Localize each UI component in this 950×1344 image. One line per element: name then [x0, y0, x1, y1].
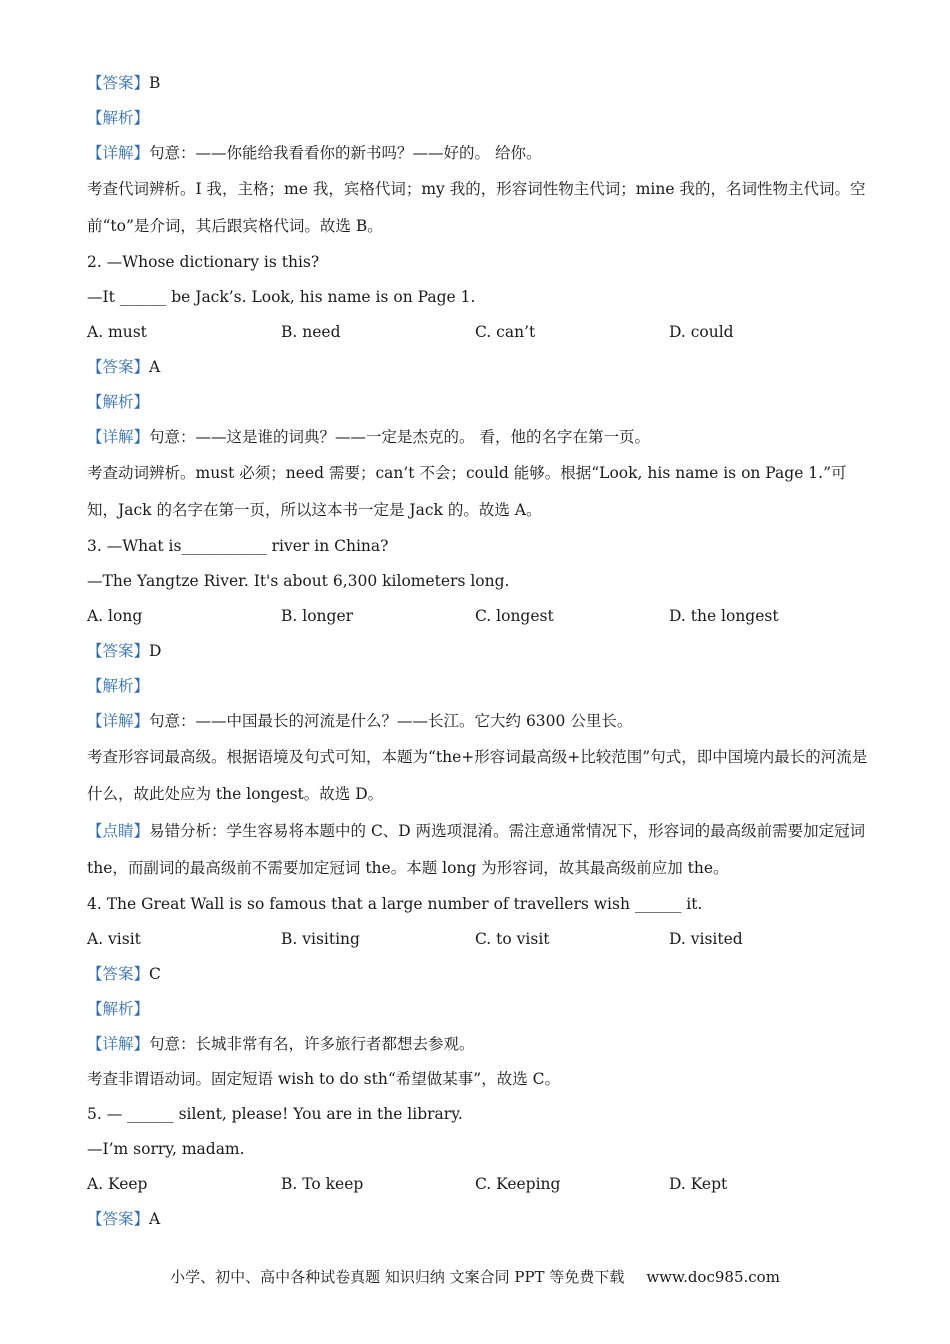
line-text: 5. — ______ silent, please! You are in the library. — [87, 1105, 463, 1123]
line-text: —The Yangtze River. It's about 6,300 kilometers long. — [87, 572, 510, 590]
option-item: D. the longest — [669, 607, 779, 625]
line-text: 易错分析：学生容易将本题中的 C、D 两选项混淆。需注意通常情况下，形容词的最高级前需要加定冠词 the，而副词的最高级前不需要加定冠词 the。本题 long 为形容词，故其最高级前应加 the。 — [87, 822, 866, 877]
option-item: B. visiting — [281, 930, 360, 948]
line-text: —I’m sorry, madam. — [87, 1140, 245, 1158]
option-item: C. to visit — [475, 930, 550, 948]
tagged-line — [87, 136, 877, 171]
page-footer — [0, 1266, 950, 1287]
line-text: 2. —Whose dictionary is this? — [87, 253, 320, 271]
line-text: B — [149, 74, 161, 92]
tagged-line — [87, 101, 877, 136]
text-line — [87, 171, 877, 245]
section-tag: 【答案】 — [87, 965, 150, 983]
tagged-line — [87, 385, 877, 420]
tagged-line — [87, 992, 877, 1027]
tagged-line — [87, 813, 877, 887]
tagged-line — [87, 420, 877, 455]
section-tag: 【详解】 — [87, 1035, 150, 1053]
section-tag: 【解析】 — [87, 677, 150, 695]
tagged-line — [87, 1202, 877, 1237]
option-item: A. Keep — [87, 1175, 148, 1193]
line-text: A — [149, 358, 161, 376]
section-tag: 【点睛】 — [87, 822, 150, 840]
line-text: 3. —What is___________ river in China? — [87, 537, 389, 555]
tagged-line — [87, 1027, 877, 1062]
options-row — [87, 599, 877, 634]
section-tag: 【详解】 — [87, 144, 150, 162]
text-line — [87, 887, 877, 922]
section-tag: 【答案】 — [87, 642, 150, 660]
text-line — [87, 455, 877, 529]
line-text: 考查形容词最高级。根据语境及句式可知，本题为“the+形容词最高级+比较范围”句式，即中国境内最长的河流是什么，故此处应为 the longest。故选 D。 — [87, 748, 868, 803]
option-item: A. must — [87, 323, 147, 341]
line-text: 句意：长城非常有名，许多旅行者都想去参观。 — [149, 1035, 475, 1053]
options-row — [87, 922, 877, 957]
text-line — [87, 564, 877, 599]
options-row — [87, 1167, 877, 1202]
tagged-line — [87, 669, 877, 704]
option-item: B. longer — [281, 607, 354, 625]
line-text: 考查非谓语动词。固定短语 wish to do sth“希望做某事”，故选 C。 — [87, 1070, 560, 1088]
text-line — [87, 739, 877, 813]
option-item: B. need — [281, 323, 341, 341]
section-tag: 【答案】 — [87, 358, 150, 376]
footer-slogan: 小学、初中、高中各种试卷真题 知识归纳 文案合同 PPT 等免费下载 — [170, 1268, 625, 1286]
line-text: 句意：——这是谁的词典？——一定是杰克的。 看，他的名字在第一页。 — [149, 428, 650, 446]
line-text: —It ______ be Jack’s. Look, his name is on Page 1. — [87, 288, 476, 306]
text-line — [87, 1132, 877, 1167]
options-row — [87, 315, 877, 350]
text-line — [87, 280, 877, 315]
tagged-line — [87, 350, 877, 385]
text-line — [87, 1062, 877, 1097]
tagged-line — [87, 634, 877, 669]
line-text: 考查代词辨析。I 我，主格；me 我，宾格代词；my 我的，形容词性物主代词；mine 我的，名词性物主代词。空前“to”是介词，其后跟宾格代词。故选 B。 — [87, 180, 866, 235]
option-item: B. To keep — [281, 1175, 364, 1193]
section-tag: 【解析】 — [87, 1000, 150, 1018]
option-item: D. visited — [669, 930, 743, 948]
section-tag: 【详解】 — [87, 712, 150, 730]
option-item: A. long — [87, 607, 143, 625]
section-tag: 【答案】 — [87, 74, 150, 92]
section-tag: 【解析】 — [87, 393, 150, 411]
line-text: D — [149, 642, 162, 660]
line-text: 句意：——你能给我看看你的新书吗？——好的。 给你。 — [149, 144, 542, 162]
text-line — [87, 245, 877, 280]
option-item: C. longest — [475, 607, 554, 625]
section-tag: 【详解】 — [87, 428, 150, 446]
tagged-line — [87, 704, 877, 739]
option-item: C. can’t — [475, 323, 536, 341]
text-line — [87, 1097, 877, 1132]
line-text: A — [149, 1210, 161, 1228]
option-item: A. visit — [87, 930, 141, 948]
tagged-line — [87, 957, 877, 992]
line-text: 考查动词辨析。must 必须；need 需要；can’t 不会；could 能够。根据“Look, his name is on Page 1.”可知，Jack 的名字在第一页，所以这本书一定是 Jack 的。故选 A。 — [87, 464, 847, 519]
document-body — [87, 66, 877, 1237]
line-text: 4. The Great Wall is so famous that a large number of travellers wish ______ it. — [87, 895, 703, 913]
option-item: D. could — [669, 323, 734, 341]
section-tag: 【解析】 — [87, 109, 150, 127]
option-item: C. Keeping — [475, 1175, 561, 1193]
tagged-line — [87, 66, 877, 101]
section-tag: 【答案】 — [87, 1210, 150, 1228]
option-item: D. Kept — [669, 1175, 728, 1193]
line-text: C — [149, 965, 161, 983]
line-text: 句意：——中国最长的河流是什么？——长江。它大约 6300 公里长。 — [149, 712, 633, 730]
footer-site[interactable]: www.doc985.com — [646, 1268, 780, 1286]
text-line — [87, 529, 877, 564]
